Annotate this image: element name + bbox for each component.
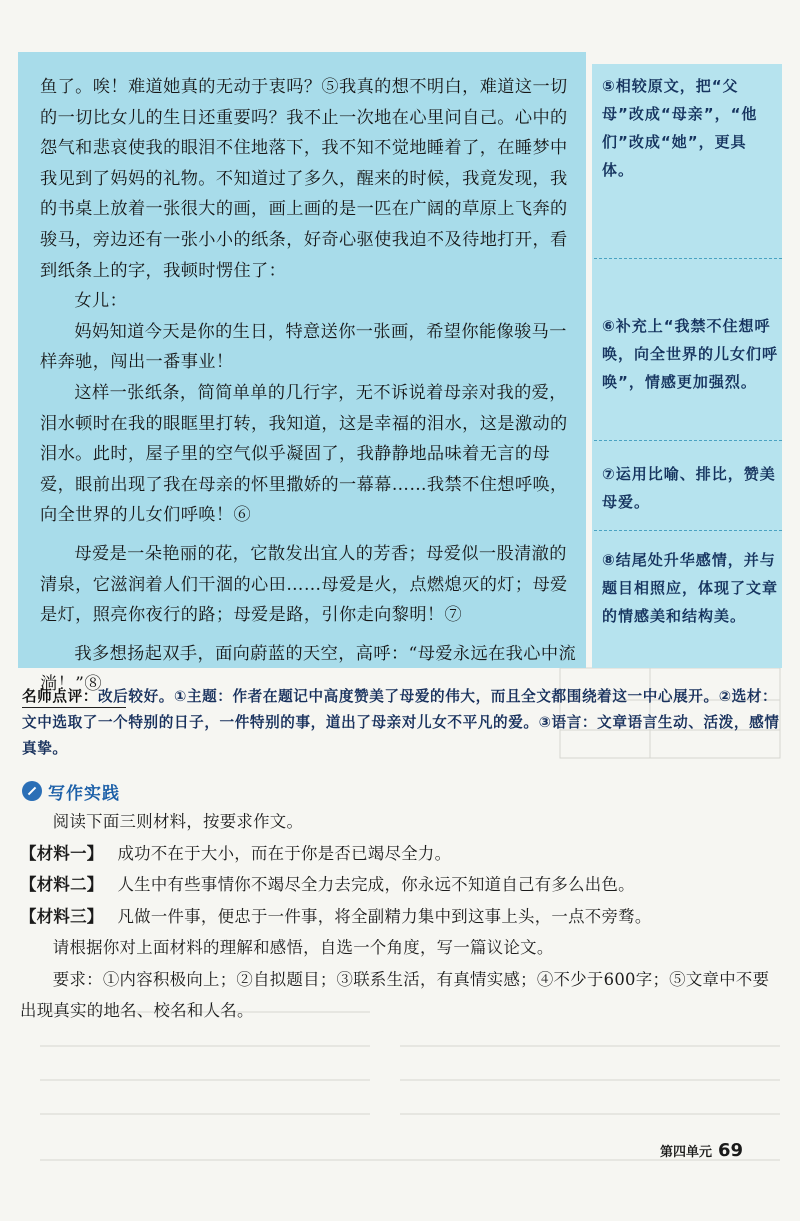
writing-practice-body bbox=[20, 806, 780, 1027]
material-1-text: 成功不在于大小，而在于你是否已竭尽全力。 bbox=[117, 843, 452, 863]
essay-paragraph-1: 鱼了。唉！难道她真的无动于衷吗？⑤我真的想不明白，难道这一切的一切比女儿的生日还重要吗？我不止一次地在心里问自己。心中的怨气和悲哀使我的眼泪不住地落下，我不知不觉地睡着了，在睡梦中我见到了妈妈的礼物。不知道过了多久，醒来的时候，我竟发现，我的书桌上放着一张很大的画，画上画的是一匹在广阔的草原上飞奔的骏马，旁边还有一张小小的纸条，好奇心驱使我迫不及待地打开，看到纸条上的字，我顿时愣住了： bbox=[40, 77, 568, 281]
material-1-label: 【材料一】 bbox=[20, 843, 104, 863]
writing-practice-header bbox=[22, 779, 120, 803]
review-text: 改后较好。①主题：作者在题记中高度赞美了母爱的伟大，而且全文都围绕着这一中心展开。②选材：文中选取了一个特别的日子，一件特别的事，道出了母亲对儿女不平凡的爱。③语言：文章语言生动、活泼，感情真挚。 bbox=[22, 688, 780, 757]
writing-requirements: 要求：①内容积极向上；②自拟题目；③联系生活，有真情实感；④不少于600字；⑤文章中不要出现真实的地名、校名和人名。 bbox=[20, 969, 770, 1020]
page-number: 69 bbox=[718, 1140, 744, 1161]
unit-label: 第四单元 bbox=[660, 1145, 713, 1160]
material-2-label: 【材料二】 bbox=[20, 875, 104, 894]
essay-paragraph-6: 我多想扬起双手，面向蔚蓝的天空，高呼：“母爱永远在我心中流淌！”⑧ bbox=[40, 643, 577, 695]
material-2 bbox=[20, 869, 780, 901]
material-1 bbox=[20, 838, 780, 870]
essay-paragraph-5: 母爱是一朵艳丽的花，它散发出宜人的芳香；母爱似一股清澈的清泉，它滋润着人们干涸的心田……母爱是火，点燃熄灭的灯；母爱是灯，照亮你夜行的路；母爱是路，引你走向黎明！⑦ bbox=[40, 543, 568, 626]
note-7: ⑦运用比喻、排比，赞美母爱。 bbox=[602, 465, 776, 511]
essay-paragraph-2: 女儿： bbox=[74, 291, 128, 312]
writing-intro: 阅读下面三则材料，按要求作文。 bbox=[52, 812, 304, 831]
teacher-review bbox=[22, 684, 782, 762]
note-8: ⑧结尾处升华感情，并与题目相照应，体现了文章的情感美和结构美。 bbox=[602, 551, 779, 625]
essay-text bbox=[40, 72, 578, 700]
essay-paragraph-3: 妈妈知道今天是你的生日，特意送你一张画，希望你能像骏马一样奔驰，闯出一番事业！ bbox=[40, 321, 567, 373]
material-3 bbox=[20, 901, 780, 933]
note-5: ⑤相较原文，把“父母”改成“母亲”，“他们”改成“她”，更具体。 bbox=[602, 77, 758, 179]
material-2-text: 人生中有些事情你不竭尽全力去完成，你永远不知道自己有多么出色。 bbox=[117, 875, 635, 894]
writing-practice-title: 写作实践 bbox=[48, 783, 120, 804]
page-footer bbox=[660, 1140, 743, 1164]
pen-icon bbox=[22, 781, 42, 801]
essay-paragraph-4: 这样一张纸条，简简单单的几行字，无不诉说着母亲对我的爱，泪水顿时在我的眼眶里打转，我知道，这是幸福的泪水，这是激动的泪水。此时，屋子里的空气似乎凝固了，我静静地品味着无言的母爱，眼前出现了我在母亲的怀里撒娇的一幕幕……我禁不住想呼唤，向全世界的儿女们呼唤！⑥ bbox=[40, 382, 568, 526]
review-label: 名师点评： bbox=[22, 688, 98, 705]
note-divider bbox=[594, 258, 782, 259]
material-3-text: 凡做一件事，便忠于一件事，将全副精力集中到这事上头，一点不旁骛。 bbox=[117, 906, 652, 926]
note-divider bbox=[594, 440, 782, 441]
note-6: ⑥补充上“我禁不住想呼唤，向全世界的儿女们呼唤”，情感更加强烈。 bbox=[602, 317, 779, 391]
note-divider bbox=[594, 530, 782, 531]
review-label-underline bbox=[22, 707, 126, 708]
material-3-label: 【材料三】 bbox=[20, 906, 104, 926]
writing-instruction: 请根据你对上面材料的理解和感悟，自选一个角度，写一篇议论文。 bbox=[52, 938, 554, 957]
